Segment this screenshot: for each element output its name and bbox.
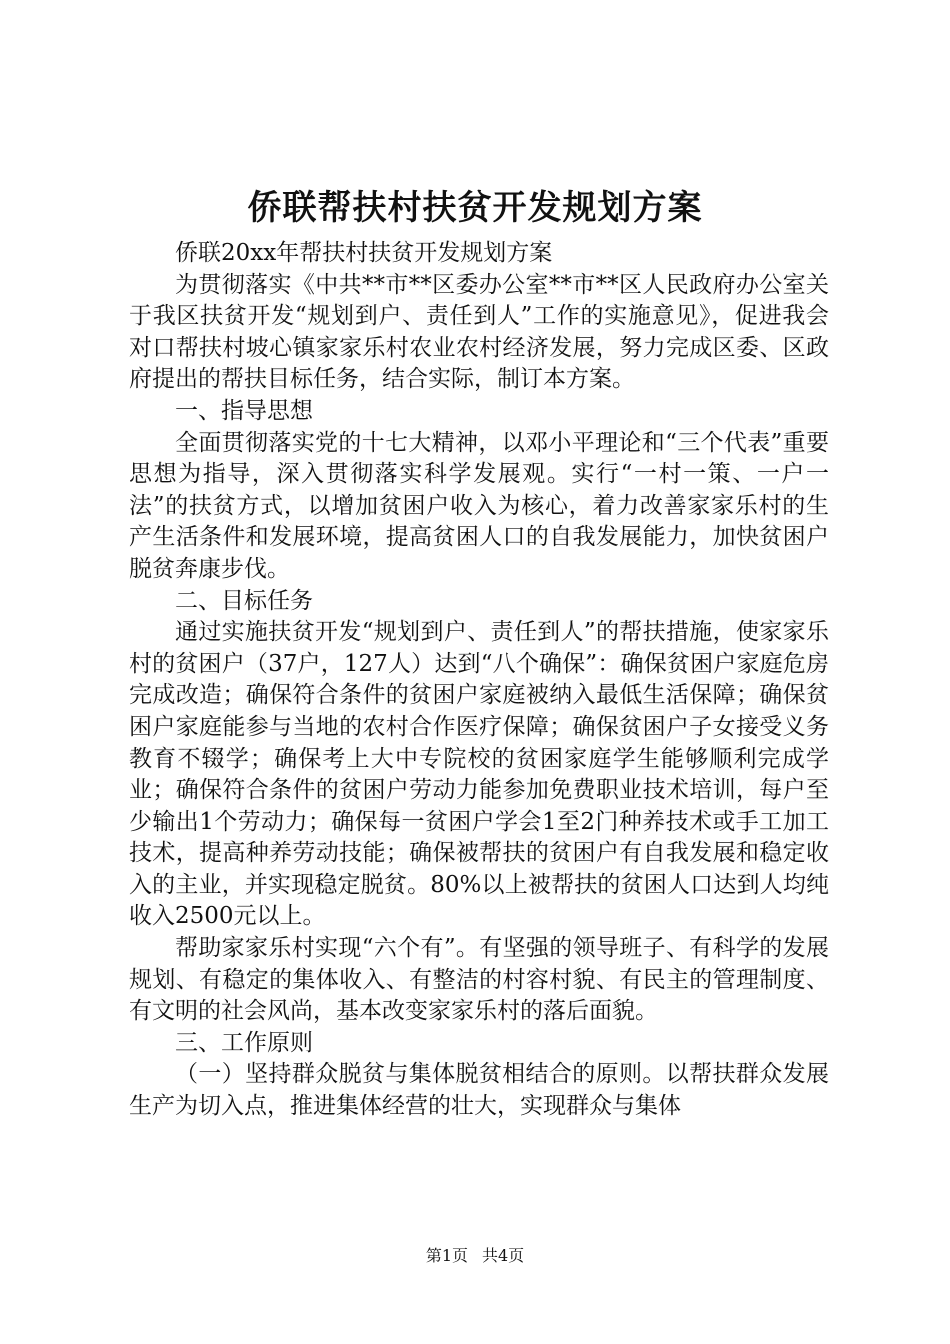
page-footer	[0, 1244, 950, 1268]
subtitle-paragraph: 侨联20xx年帮扶村扶贫开发规划方案	[175, 240, 553, 266]
section-heading-guiding-thought: 一、指导思想	[175, 397, 313, 424]
six-haves-paragraph: 帮助家家乐村实现“六个有”。有坚强的领导班子、有科学的发展规划、有稳定的集体收入、有整洁的村容村貌、有民主的管理制度、有文明的社会风尚，基本改变家家乐村的落后面貌。	[129, 935, 829, 1025]
section-heading-principles: 三、工作原则	[175, 1029, 313, 1056]
document-title: 侨联帮扶村扶贫开发规划方案	[247, 188, 703, 228]
page-number: 第1页	[425, 1246, 468, 1265]
principle-one-paragraph: （一）坚持群众脱贫与集体脱贫相结合的原则。以帮扶群众发展生产为切入点，推进集体经营的壮大，实现群众与集体	[129, 1061, 829, 1120]
goals-paragraph: 通过实施扶贫开发“规划到户、责任到人”的帮扶措施，使家家乐村的贫困户（37户，127人）达到“八个确保”：确保贫困户家庭危房完成改造；确保符合条件的贫困户家庭被纳入最低生活保障；确保贫困户家庭能参与当地的农村合作医疗保障；确保贫困户子女接受义务教育不辍学；确保考上大中专院校的贫困家庭学生能够顺利完成学业；确保符合条件的贫困户劳动力能参加免费职业技术培训，每户至少输出1个劳动力；确保每一贫困户学会1至2门种养技术或手工加工技术，提高种养劳动技能；确保被帮扶的贫困户有自我发展和稳定收入的主业，并实现稳定脱贫。80%以上被帮扶的贫困人口达到人均纯收入2500元以上。	[129, 619, 829, 930]
page-total: 共4页	[482, 1246, 525, 1265]
document-body	[129, 238, 829, 1123]
guiding-thought-paragraph: 全面贯彻落实党的十七大精神，以邓小平理论和“三个代表”重要思想为指导，深入贯彻落实科学发展观。实行“一村一策、一户一法”的扶贫方式，以增加贫困户收入为核心，着力改善家家乐村的生产生活条件和发展环境，提高贫困人口的自我发展能力，加快贫困户脱贫奔康步伐。	[129, 429, 829, 582]
section-heading-goals: 二、目标任务	[175, 587, 313, 614]
intro-paragraph: 为贯彻落实《中共**市**区委办公室**市**区人民政府办公室关于我区扶贫开发“规划到户、责任到人”工作的实施意见》，促进我会对口帮扶村坡心镇家家乐村农业农村经济发展，努力完成区委、区政府提出的帮扶目标任务，结合实际，制订本方案。	[129, 271, 829, 393]
